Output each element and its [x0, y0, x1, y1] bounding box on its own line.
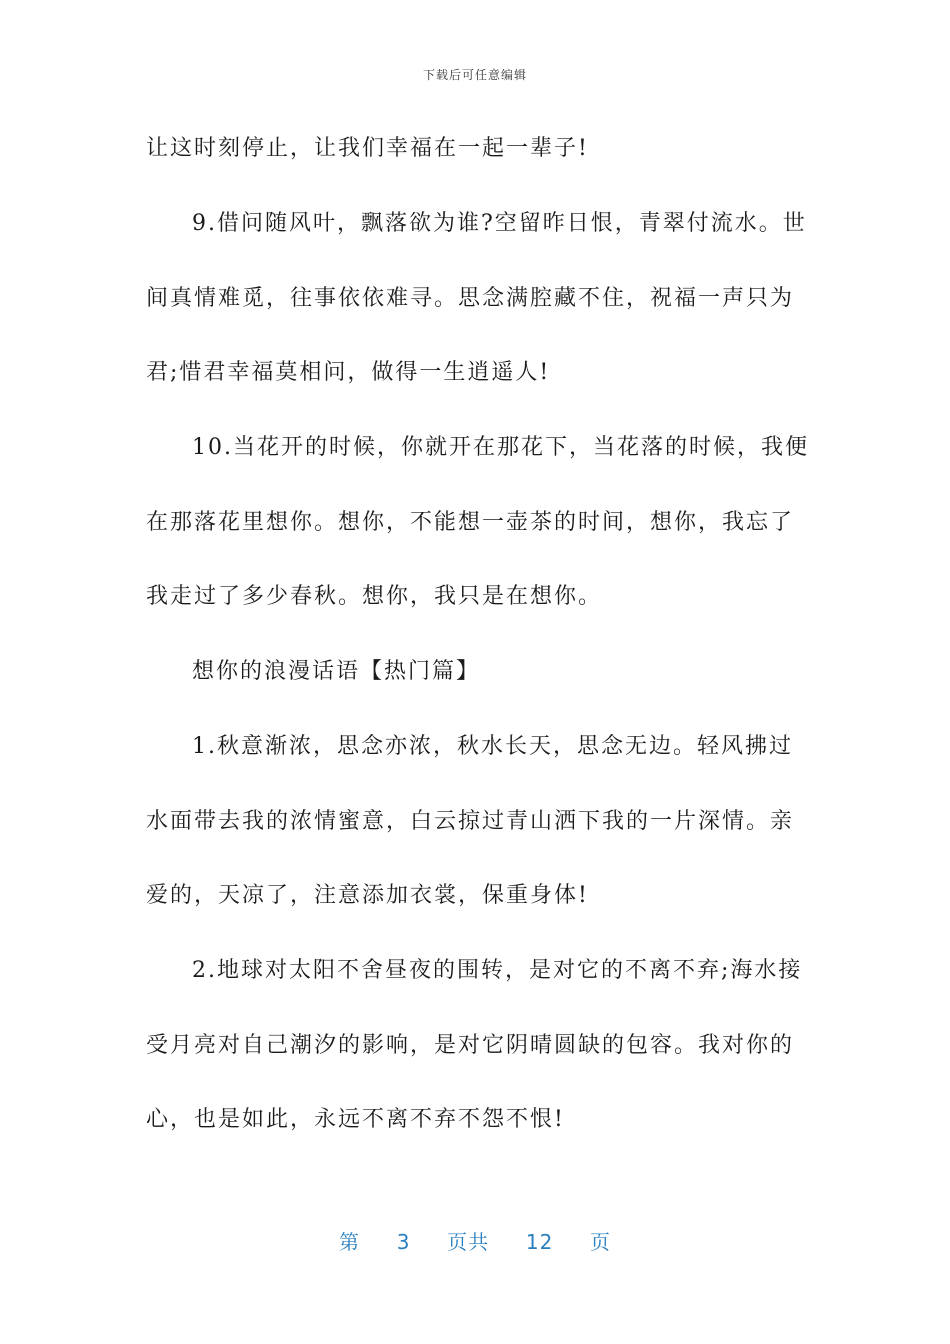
paragraph-line: 间真情难觅，往事依依难寻。思念满腔藏不住，祝福一声只为 — [146, 286, 795, 311]
paragraph-line: 心，也是如此，永远不离不弃不怨不恨! — [146, 1107, 565, 1132]
current-page-number: 3 — [396, 1230, 411, 1254]
header-note: 下载后可任意编辑 — [422, 68, 527, 82]
paragraph-line: 受月亮对自己潮汐的影响，是对它阴晴圆缺的包容。我对你的 — [146, 1033, 795, 1058]
footer-suffix: 页 — [590, 1230, 612, 1254]
footer-prefix: 第 — [338, 1230, 360, 1254]
paragraph-line: 让这时刻停止，让我们幸福在一起一辈子! — [146, 136, 589, 161]
paragraph-line: 9.借问随风叶，飘落欲为谁?空留昨日恨，青翠付流水。世 — [192, 211, 807, 236]
footer-middle: 页共 — [447, 1230, 490, 1254]
paragraph-line: 水面带去我的浓情蜜意，白云掠过青山洒下我的一片深情。亲 — [146, 809, 795, 834]
paragraph-line: 爱的，天凉了，注意添加衣裳，保重身体! — [146, 883, 589, 908]
section-heading: 想你的浪漫话语【热门篇】 — [192, 659, 481, 684]
paragraph-line: 我走过了多少春秋。想你，我只是在想你。 — [146, 584, 603, 609]
paragraph-line: 君;惜君幸福莫相问，做得一生逍遥人! — [146, 360, 551, 385]
paragraph-line: 2.地球对太阳不舍昼夜的围转，是对它的不离不弃;海水接 — [192, 958, 803, 983]
page-footer — [0, 1226, 950, 1255]
paragraph-line: 在那落花里想你。想你，不能想一壶茶的时间，想你，我忘了 — [146, 510, 795, 535]
total-pages-number: 12 — [525, 1230, 554, 1254]
paragraph-line: 1.秋意渐浓，思念亦浓，秋水长天，思念无边。轻风拂过 — [192, 734, 793, 759]
paragraph-line: 10.当花开的时候，你就开在那花下，当花落的时候，我便 — [192, 435, 809, 460]
